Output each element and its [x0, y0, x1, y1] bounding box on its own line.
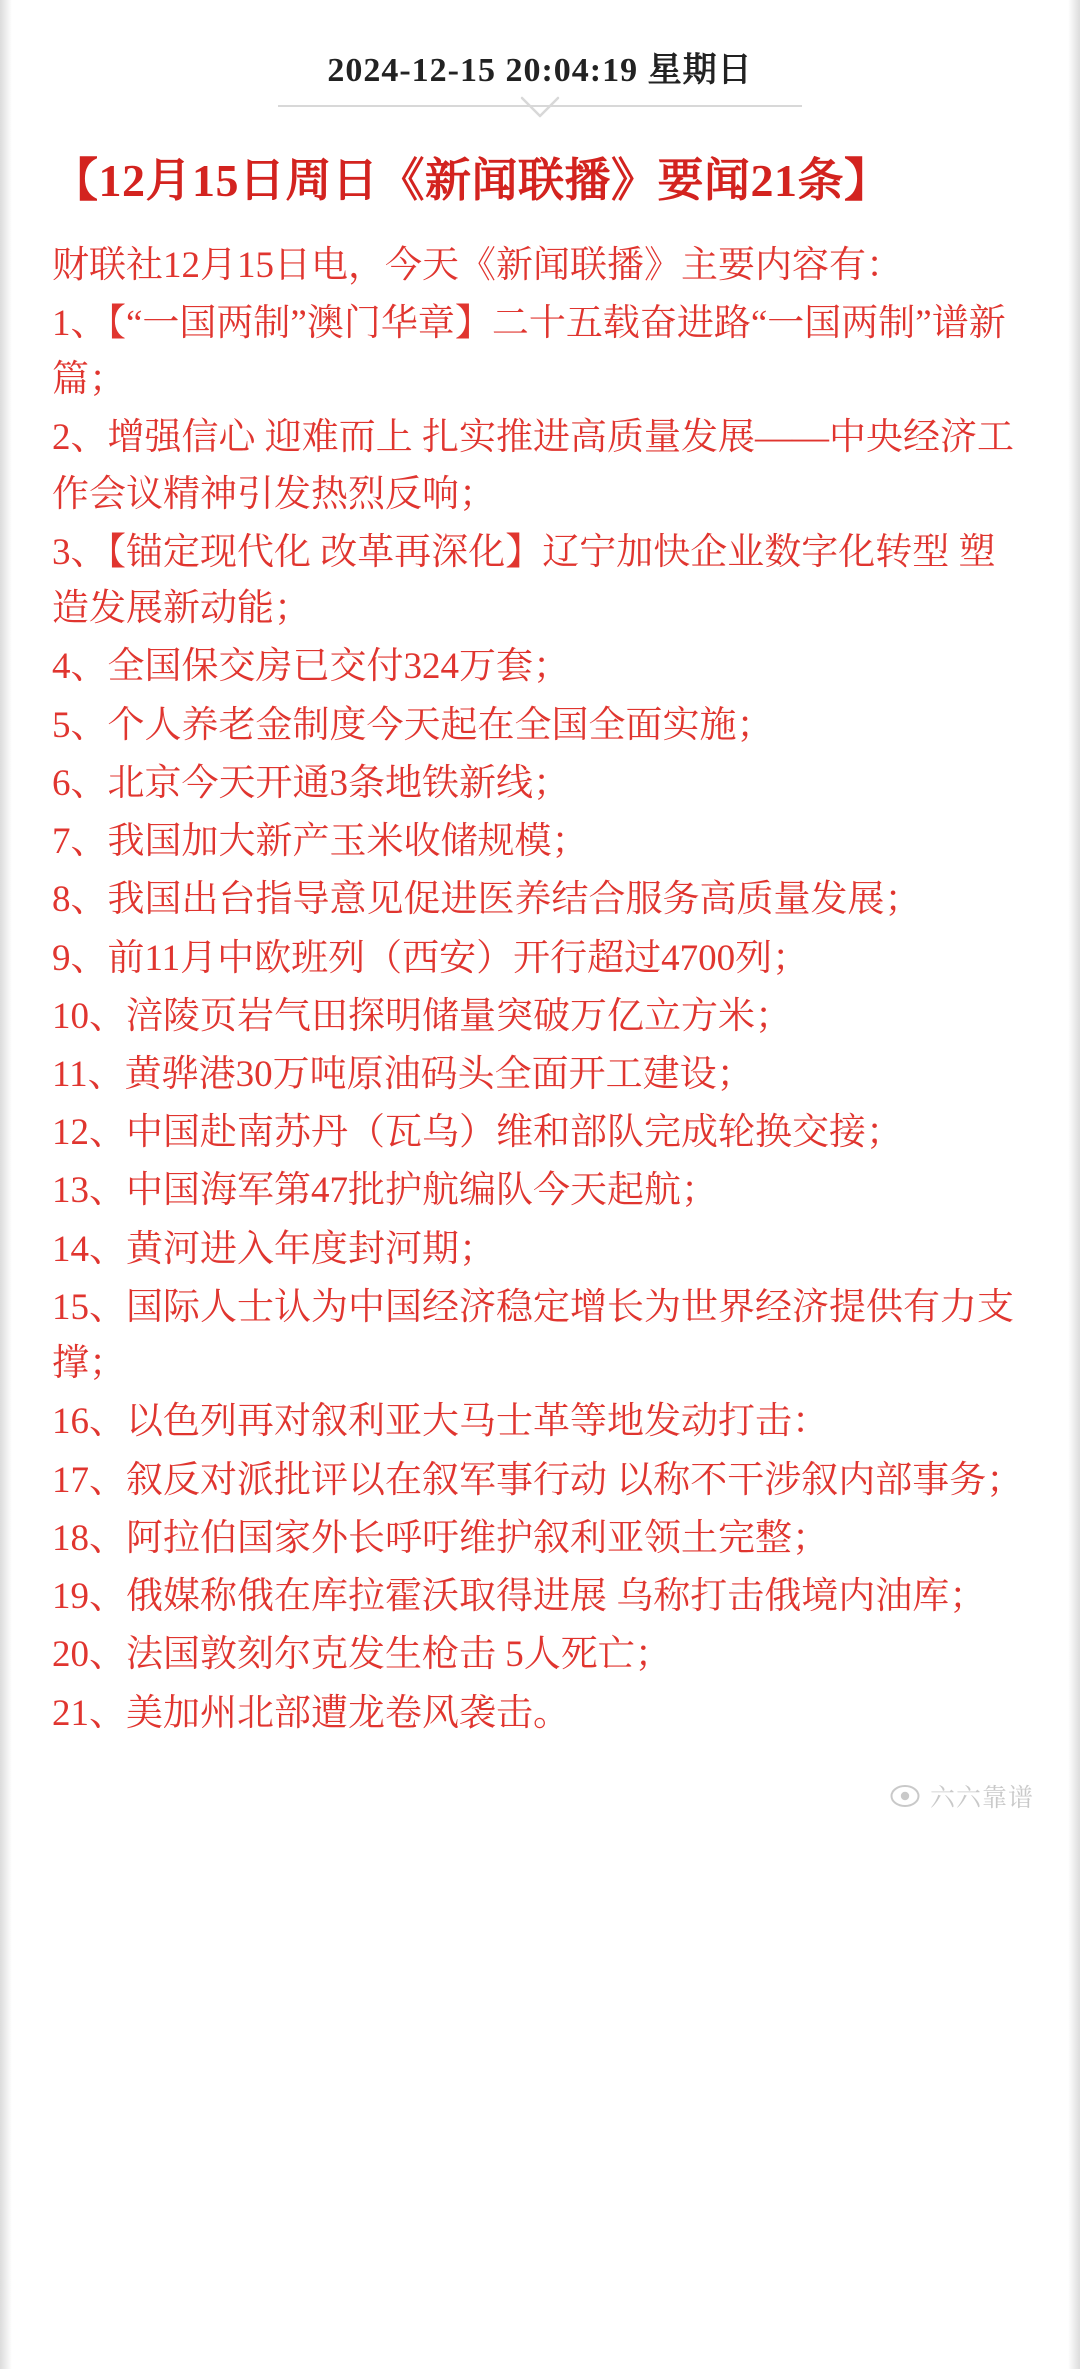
- news-item-list: [52, 296, 1028, 1742]
- list-item: 10、涪陵页岩气田探明储量突破万亿立方米；: [52, 995, 792, 1037]
- list-item: 14、黄河进入年度封河期；: [52, 1228, 496, 1270]
- page-edge-shadow-left: [0, 0, 12, 2369]
- list-item: 2、增强信心 迎难而上 扎实推进高质量发展——中央经济工作会议精神引发热烈反响；: [52, 417, 1014, 515]
- list-item: 9、前11月中欧班列（西安）开行超过4700列；: [52, 937, 810, 979]
- list-item: 5、个人养老金制度今天起在全国全面实施；: [52, 704, 774, 746]
- watermark: [890, 1778, 1034, 1814]
- page-edge-shadow-right: [1068, 0, 1080, 2369]
- list-item: 13、中国海军第47批护航编队今天起航；: [52, 1170, 718, 1212]
- list-item: 15、国际人士认为中国经济稳定增长为世界经济提供有力支撑；: [52, 1286, 1014, 1385]
- weibo-icon: [890, 1783, 920, 1809]
- article-body: [52, 238, 1028, 1742]
- list-item: 17、叙反对派批评以在叙军事行动 以称不干涉叙内部事务；: [52, 1459, 1024, 1501]
- list-item: 12、中国赴南苏丹（瓦乌）维和部队完成轮换交接；: [52, 1112, 903, 1154]
- chevron-down-icon: [520, 96, 560, 118]
- section-divider: [0, 105, 1080, 139]
- page-footer: [0, 1744, 1080, 1840]
- list-item: 4、全国保交房已交付324万套；: [52, 646, 570, 688]
- list-item: 16、以色列再对叙利亚大马士革等地发动打击：: [52, 1401, 829, 1443]
- list-item: 6、北京今天开通3条地铁新线；: [52, 762, 570, 804]
- list-item: 3、【锚定现代化 改革再深化】辽宁加快企业数字化转型 塑造发展新动能；: [52, 531, 996, 630]
- list-item: 8、我国出台指导意见促进医养结合服务高质量发展；: [52, 879, 922, 921]
- article-content: [0, 139, 1080, 1742]
- list-item: 11、黄骅港30万吨原油码头全面开工建设；: [52, 1054, 754, 1095]
- article-headline: 【12月15日周日《新闻联播》要闻21条】: [52, 155, 891, 206]
- publish-timestamp: 2024-12-15 20:04:19 星期日: [327, 52, 753, 89]
- list-item: 7、我国加大新产玉米收储规模；: [52, 821, 589, 863]
- list-item: 18、阿拉伯国家外长呼吁维护叙利亚领土完整；: [52, 1517, 829, 1559]
- list-item: 1、【“一国两制”澳门华章】二十五载奋进路“一国两制”谱新篇；: [52, 302, 1006, 401]
- list-item: 21、美加州北部遭龙卷风袭击。: [52, 1692, 570, 1734]
- list-item: 20、法国敦刻尔克发生枪击 5人死亡；: [52, 1634, 672, 1676]
- watermark-text: 六六靠谱: [929, 1783, 1034, 1812]
- article-lead: 财联社12月15日电，今天《新闻联播》主要内容有：: [52, 244, 903, 286]
- list-item: 19、俄媒称俄在库拉霍沃取得进展 乌称打击俄境内油库；: [52, 1576, 987, 1618]
- timestamp-row: [0, 0, 1080, 91]
